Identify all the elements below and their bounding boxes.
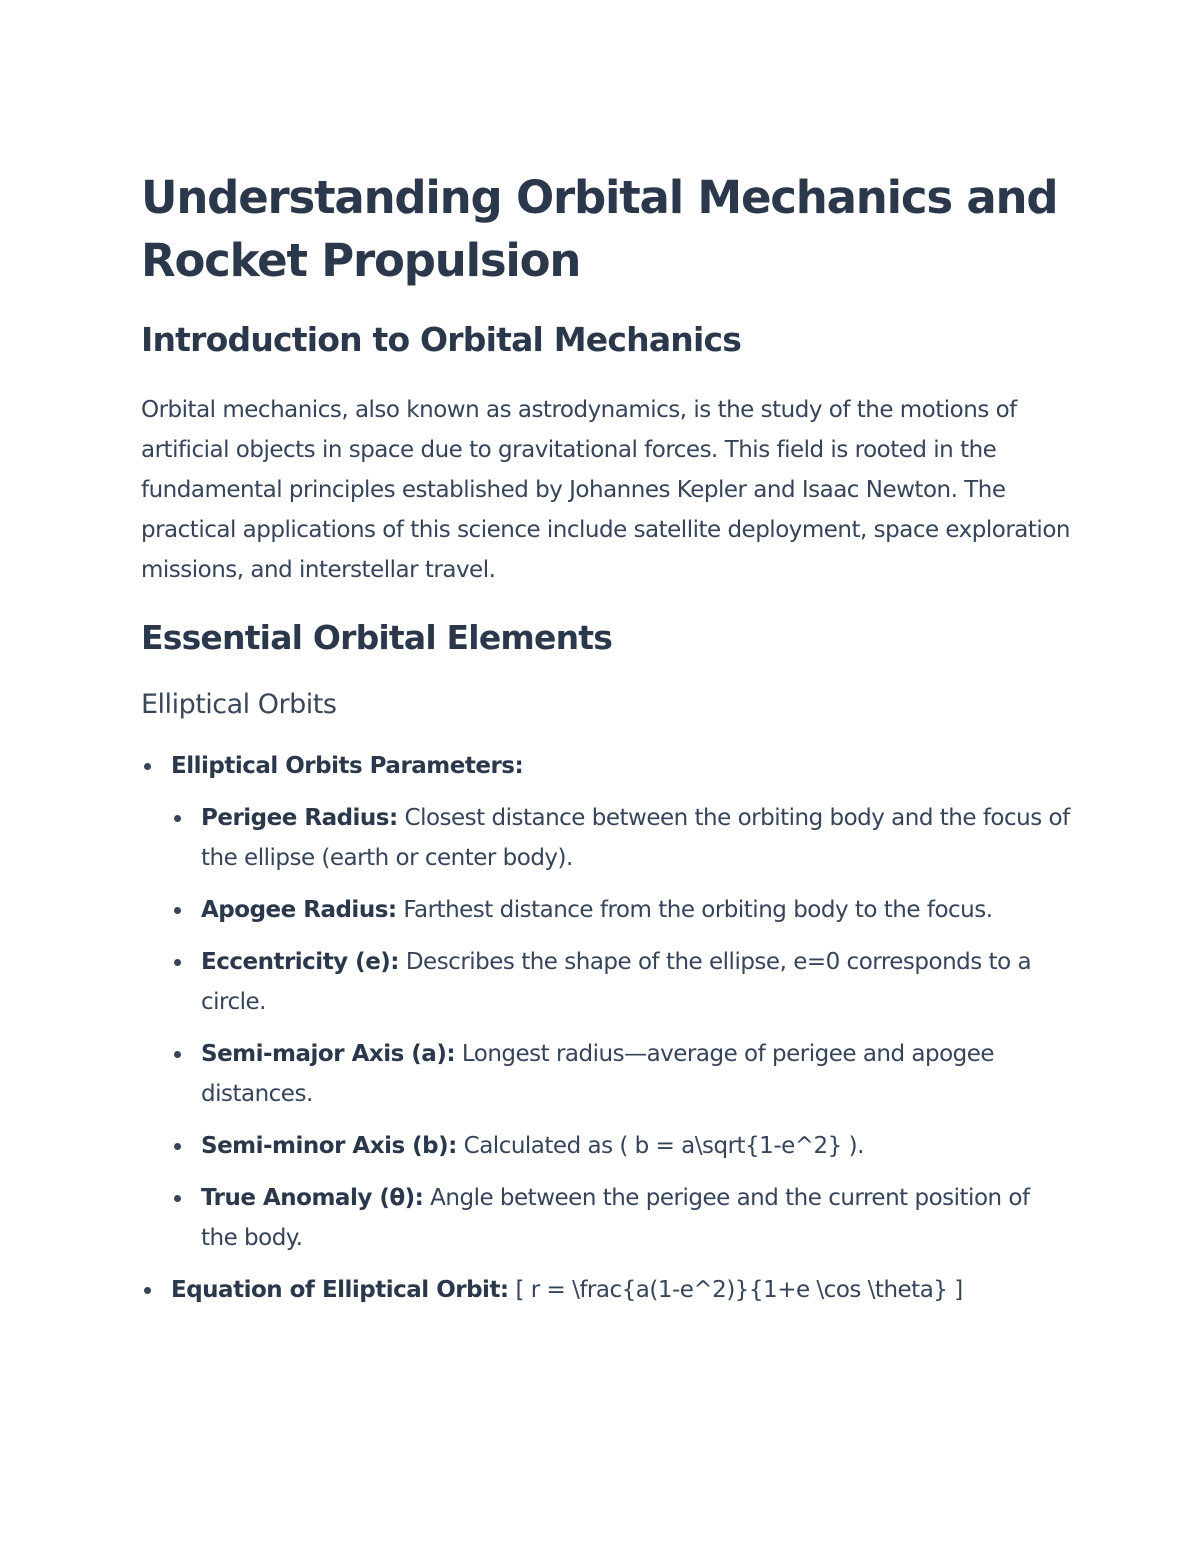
- bullet-icon: [174, 815, 181, 822]
- elements-heading: Essential Orbital Elements: [141, 618, 613, 657]
- item-text: Farthest distance from the orbiting body to the focus.: [396, 897, 993, 923]
- list-item-true-anomaly: [171, 1178, 1071, 1258]
- list-item-parameters: [141, 746, 1071, 1258]
- bullet-icon: [174, 1051, 181, 1058]
- document-page: [141, 166, 1071, 1322]
- item-text: Closest distance between the orbiting body and the focus of the ellipse (earth or center body).: [201, 805, 1070, 871]
- item-text: Describes the shape of the ellipse, e=0 corresponds to a circle.: [201, 949, 1032, 1015]
- item-term: Semi-major Axis (a):: [201, 1041, 456, 1067]
- item-term: Apogee Radius:: [201, 897, 397, 923]
- list-item-semi-major-axis: [171, 1034, 1071, 1114]
- item-term: Perigee Radius:: [201, 805, 398, 831]
- item-text: Longest radius—average of perigee and apogee distances.: [201, 1041, 995, 1107]
- intro-heading: Introduction to Orbital Mechanics: [141, 320, 742, 359]
- orbit-list: [141, 746, 1071, 1310]
- equation-label: Equation of Elliptical Orbit:: [171, 1277, 509, 1303]
- item-text: Angle between the perigee and the current position of the body.: [201, 1185, 1030, 1251]
- item-term: Semi-minor Axis (b):: [201, 1133, 457, 1159]
- list-item-eccentricity: [171, 942, 1071, 1022]
- elliptical-orbits-subheading: Elliptical Orbits: [141, 689, 337, 720]
- list-item-apogee-radius: [171, 890, 1071, 930]
- bullet-icon: [174, 1195, 181, 1202]
- parameters-label: Elliptical Orbits Parameters:: [171, 753, 524, 779]
- bullet-icon: [174, 907, 181, 914]
- item-text: Calculated as ( b = a\sqrt{1-e^2} ).: [456, 1133, 864, 1159]
- bullet-icon: [174, 959, 181, 966]
- intro-paragraph: Orbital mechanics, also known as astrodynamics, is the study of the motions of artificial objects in space due to gravitational forces. This field is rooted in the fundamental principles established by Johannes Kepler and Isaac Newton. The practical applications of this science include satellite deployment, space exploration missions, and interstellar travel.: [141, 397, 1070, 583]
- list-item-equation: [141, 1270, 1071, 1310]
- bullet-icon: [144, 1287, 151, 1294]
- document-title: Understanding Orbital Mechanics and Rocket Propulsion: [141, 171, 1058, 287]
- bullet-icon: [144, 763, 151, 770]
- item-term: True Anomaly (θ):: [201, 1185, 424, 1211]
- parameters-sublist: [171, 798, 1071, 1258]
- bullet-icon: [174, 1143, 181, 1150]
- list-item-perigee-radius: [171, 798, 1071, 878]
- item-term: Eccentricity (e):: [201, 949, 400, 975]
- equation-text: [ r = \frac{a(1-e^2)}{1+e \cos \theta} ]: [508, 1277, 963, 1303]
- list-item-semi-minor-axis: [171, 1126, 1071, 1166]
